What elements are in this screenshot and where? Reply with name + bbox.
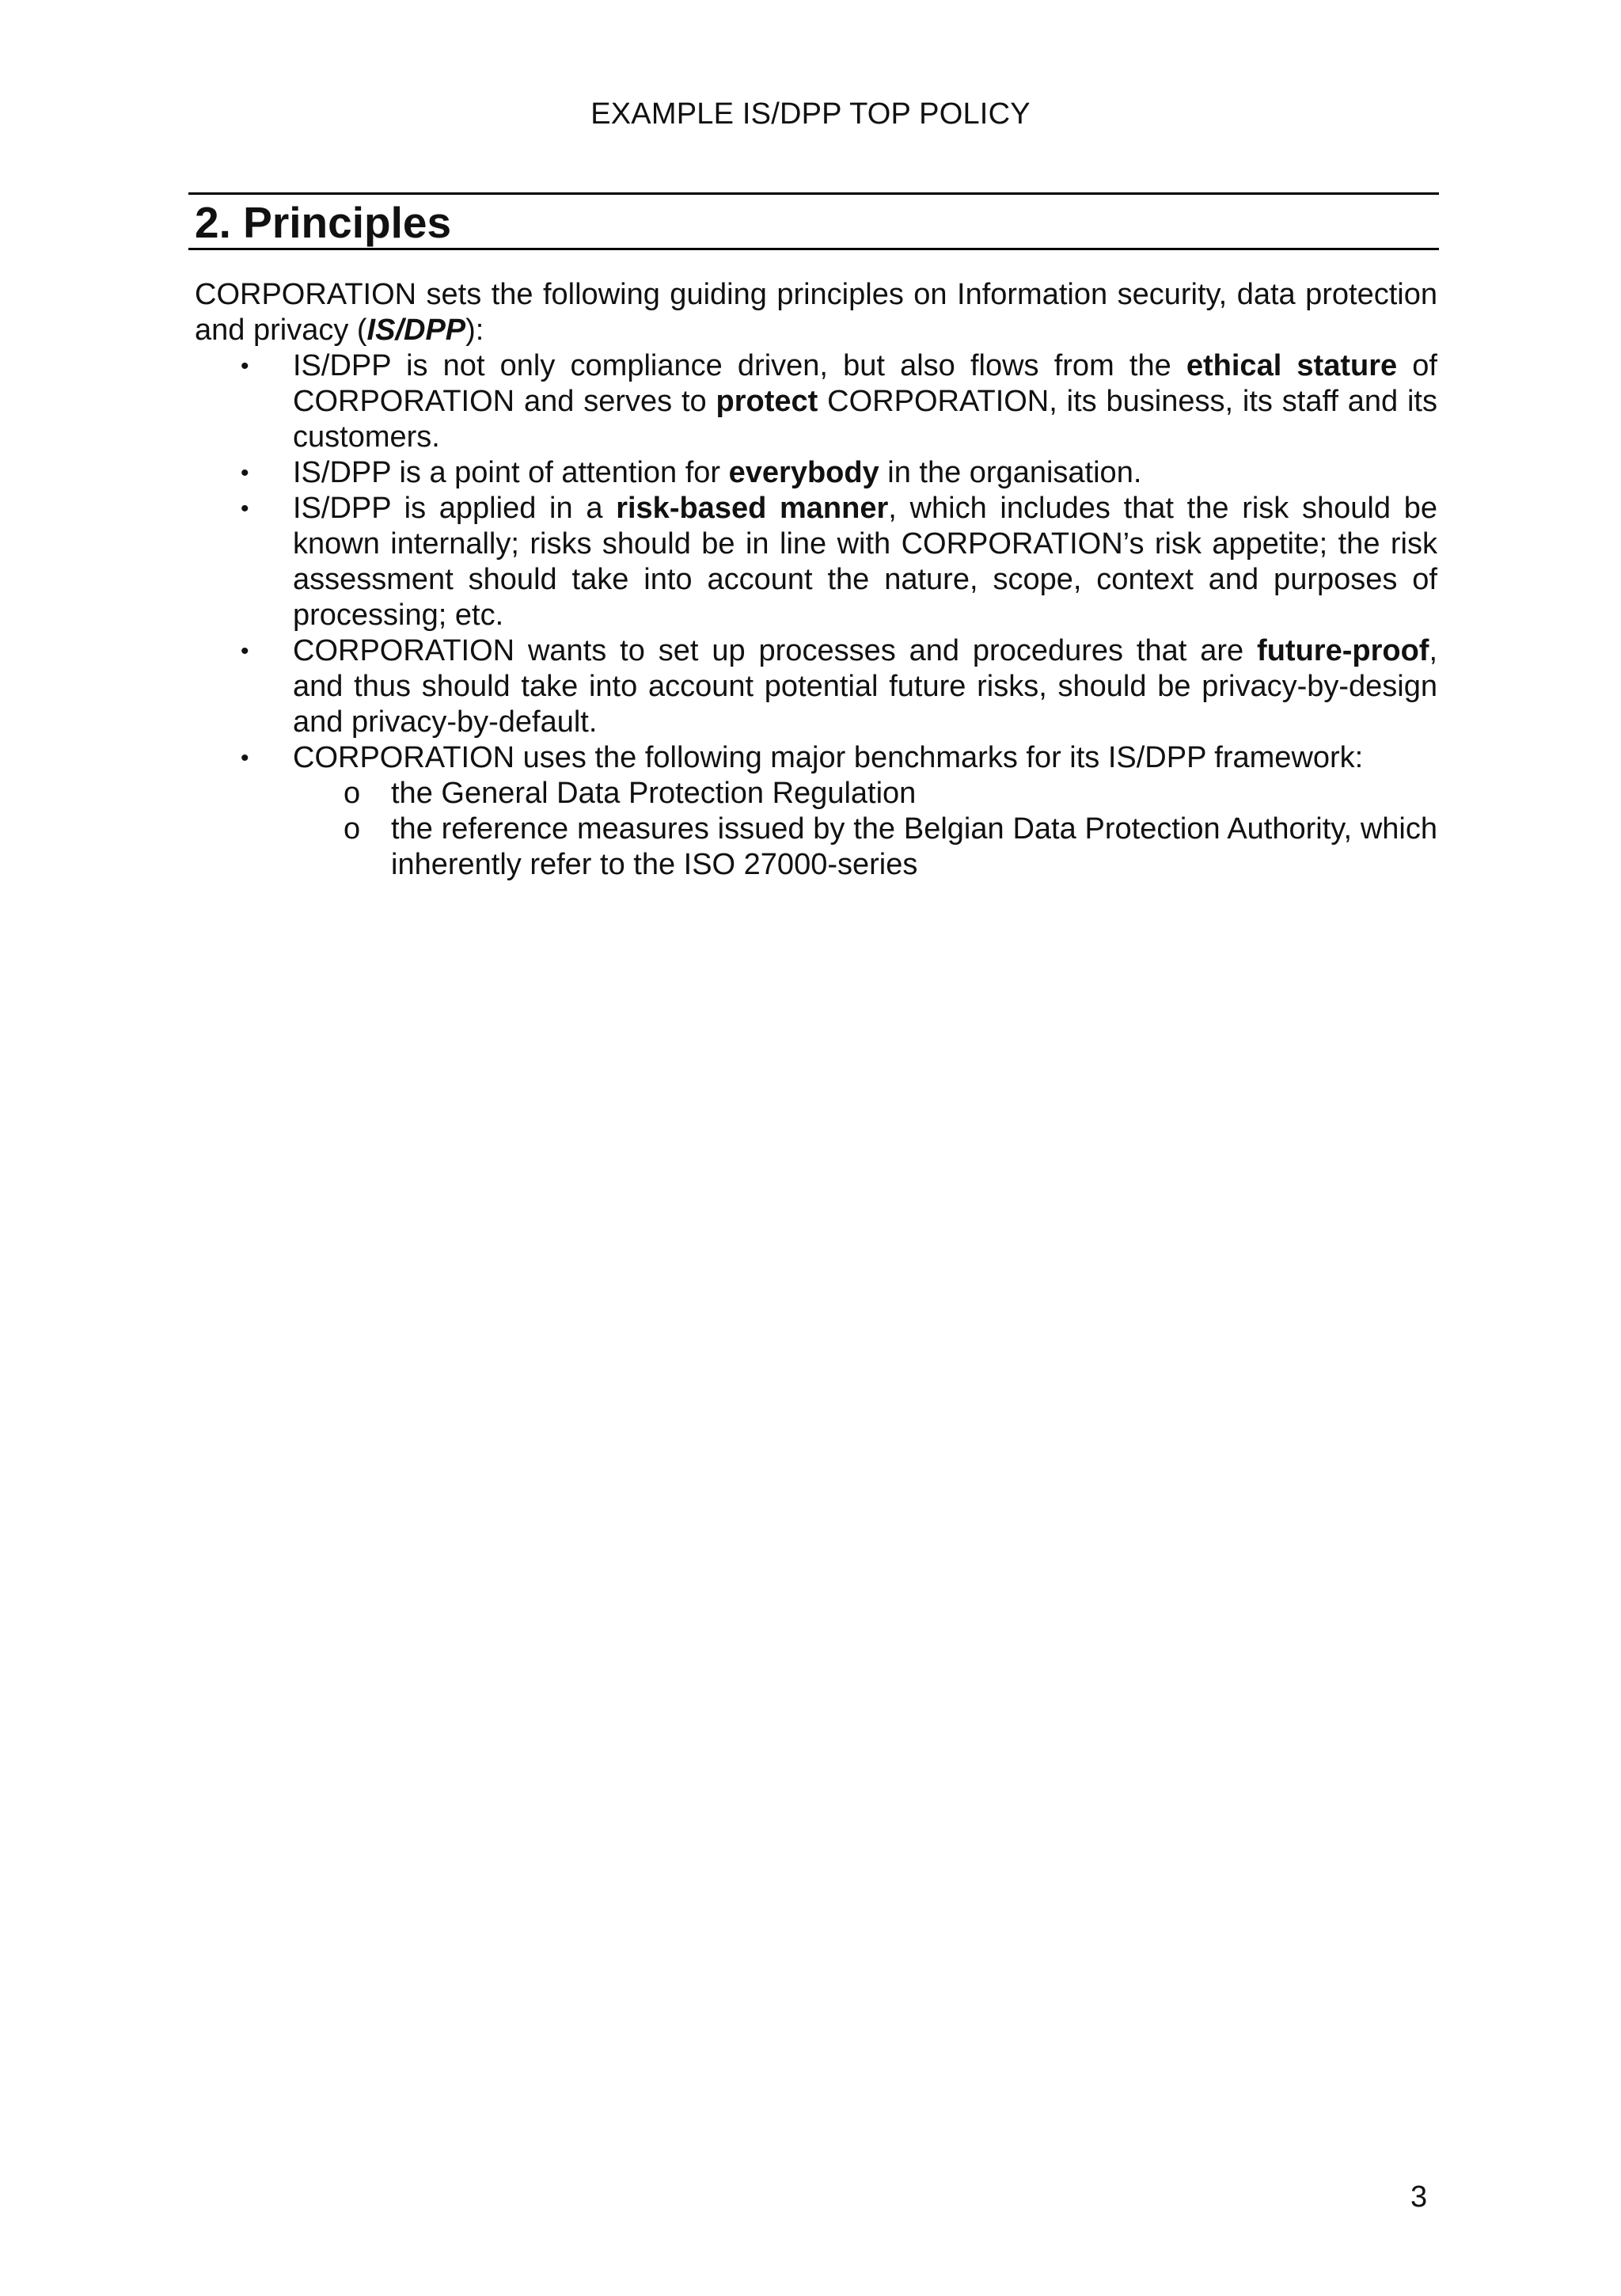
principle-item (241, 633, 1437, 740)
benchmark-text: the reference measures issued by the Belgian Data Protection Authority, which inherently refer to the ISO 27000-series (391, 812, 1437, 881)
circle-bullet-icon: o (344, 777, 361, 810)
principle-emphasis: risk-based manner (616, 492, 889, 525)
bullet-icon: • (241, 745, 249, 771)
principle-text: CORPORATION, its business, its staff and its customers. (293, 385, 1437, 454)
benchmarks-list (293, 776, 1437, 883)
section-title: 2. Principles (195, 198, 452, 247)
principle-text: IS/DPP is applied in a (293, 492, 617, 525)
principle-emphasis: ethical stature (1186, 349, 1398, 382)
bullet-icon: • (241, 460, 249, 486)
principle-text: in the organisation. (879, 456, 1142, 489)
principle-item (241, 491, 1437, 633)
principle-emphasis: protect (716, 385, 818, 418)
principles-content (195, 277, 1437, 883)
bullet-icon: • (241, 638, 249, 664)
section-heading-box (188, 192, 1439, 250)
running-header: EXAMPLE IS/DPP TOP POLICY (590, 97, 1031, 131)
benchmark-text: the General Data Protection Regulation (391, 777, 917, 810)
principle-text: , which includes that the risk should be known internally; risks should be in line with CORPORATION’s risk appetite; the risk assessment should take into account the nature, scope, context and purposes of processing; etc. (293, 492, 1437, 632)
page-number: 3 (1410, 2180, 1428, 2214)
principle-text: of CORPORATION and serves to (293, 349, 1437, 418)
principle-emphasis: future-proof (1257, 634, 1429, 667)
principle-text: CORPORATION uses the following major benchmarks for its IS/DPP framework: (293, 741, 1364, 774)
principle-text: IS/DPP is a point of attention for (293, 456, 729, 489)
circle-bullet-icon: o (344, 812, 361, 846)
principle-text: CORPORATION wants to set up processes and procedures that are (293, 634, 1258, 667)
intro-abbreviation: IS/DPP (366, 314, 466, 347)
principle-item (241, 348, 1437, 455)
benchmark-item (344, 812, 1437, 883)
intro-text-before: CORPORATION sets the following guiding principles on Information security, data protection and privacy ( (195, 278, 1437, 347)
principle-emphasis: everybody (728, 456, 879, 489)
bullet-icon: • (241, 353, 249, 379)
intro-paragraph (195, 277, 1437, 348)
bullet-icon: • (241, 496, 249, 522)
principle-text: IS/DPP is not only compliance driven, but also flows from the (293, 349, 1186, 382)
benchmark-item (344, 776, 1437, 812)
intro-text-after: ): (465, 314, 484, 347)
principles-list (195, 348, 1437, 883)
principle-text: , and thus should take into account potential future risks, should be privacy-by-design and privacy-by-default. (293, 634, 1437, 739)
principle-item (241, 455, 1437, 491)
principle-item (241, 740, 1437, 883)
